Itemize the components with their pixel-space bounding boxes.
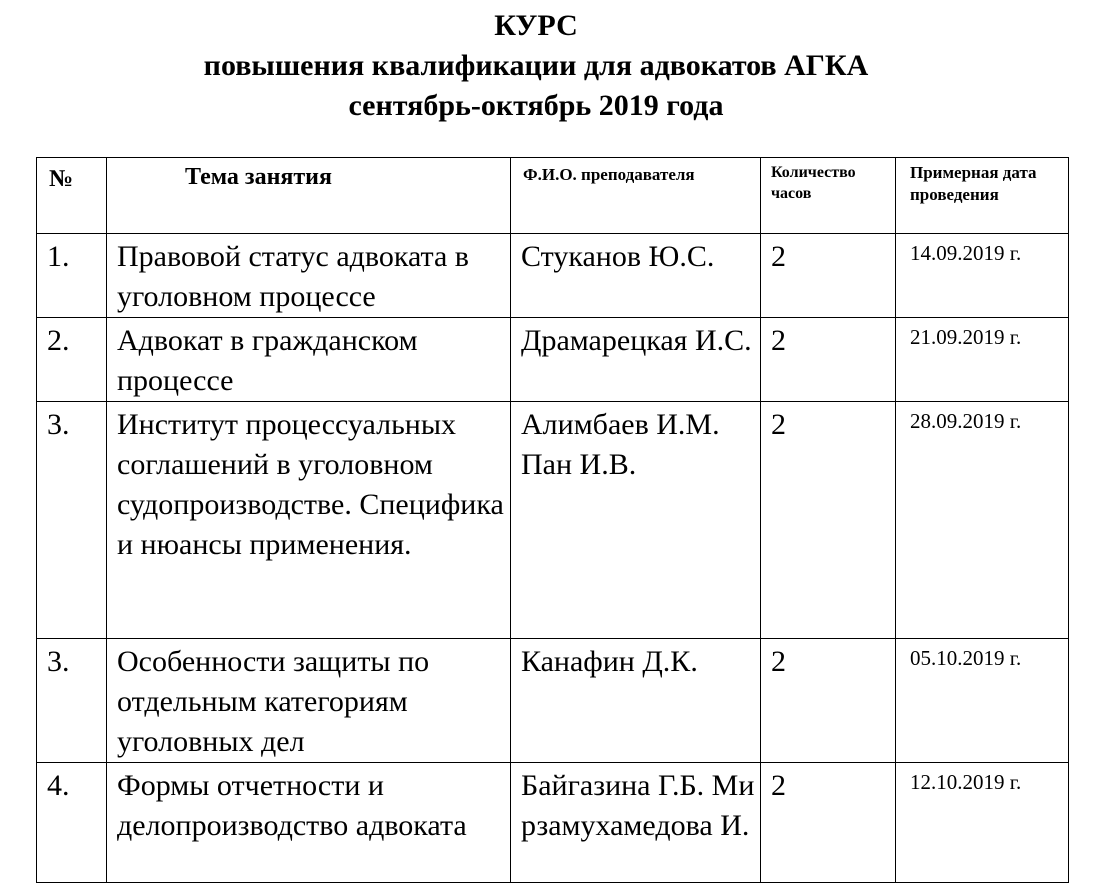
document-subtitle: повышения квалификации для адвокатов АГКА xyxy=(203,49,869,82)
row-teacher: Байгазина Г.Б. Мирзамухамедова И. xyxy=(511,763,761,883)
table-row xyxy=(37,639,1069,763)
table-row xyxy=(37,763,1069,883)
document-period: сентябрь-октябрь 2019 года xyxy=(348,89,724,122)
header-number: № xyxy=(37,158,107,234)
row-number: 3. xyxy=(37,402,107,639)
row-topic: Особенности защиты по отдельным категориям уголовных дел xyxy=(107,639,511,763)
row-teacher: Стуканов Ю.С. xyxy=(511,234,761,318)
course-schedule-table xyxy=(36,157,1069,883)
row-date: 05.10.2019 г. xyxy=(896,639,1069,763)
row-date: 14.09.2019 г. xyxy=(896,234,1069,318)
row-topic: Правовой статус адвоката в уголовном процессе xyxy=(107,234,511,318)
table-row xyxy=(37,234,1069,318)
header-teacher: Ф.И.О. преподавателя xyxy=(511,158,761,234)
row-hours: 2 xyxy=(761,402,896,639)
header-date: Примерная дата проведения xyxy=(896,158,1069,234)
row-topic: Институт процессуальных соглашений в уголовном судопроизводстве. Специфика и нюансы применения. xyxy=(107,402,511,639)
row-teacher: Алимбаев И.М. Пан И.В. xyxy=(511,402,761,639)
row-date: 12.10.2019 г. xyxy=(896,763,1069,883)
row-date: 28.09.2019 г. xyxy=(896,402,1069,639)
header-hours: Количество часов xyxy=(761,158,896,234)
row-teacher: Канафин Д.К. xyxy=(511,639,761,763)
row-number: 2. xyxy=(37,318,107,402)
table-row xyxy=(37,318,1069,402)
row-number: 3. xyxy=(37,639,107,763)
table-row xyxy=(37,402,1069,639)
row-number: 1. xyxy=(37,234,107,318)
row-number: 4. xyxy=(37,763,107,883)
row-topic: Формы отчетности и делопроизводство адвоката xyxy=(107,763,511,883)
table-header-row xyxy=(37,158,1069,234)
row-hours: 2 xyxy=(761,639,896,763)
row-teacher: Драмарецкая И.С. xyxy=(511,318,761,402)
row-date: 21.09.2019 г. xyxy=(896,318,1069,402)
row-hours: 2 xyxy=(761,763,896,883)
row-topic: Адвокат в гражданском процессе xyxy=(107,318,511,402)
document-title: КУРС xyxy=(494,9,578,42)
row-hours: 2 xyxy=(761,318,896,402)
header-topic: Тема занятия xyxy=(107,158,511,234)
row-hours: 2 xyxy=(761,234,896,318)
